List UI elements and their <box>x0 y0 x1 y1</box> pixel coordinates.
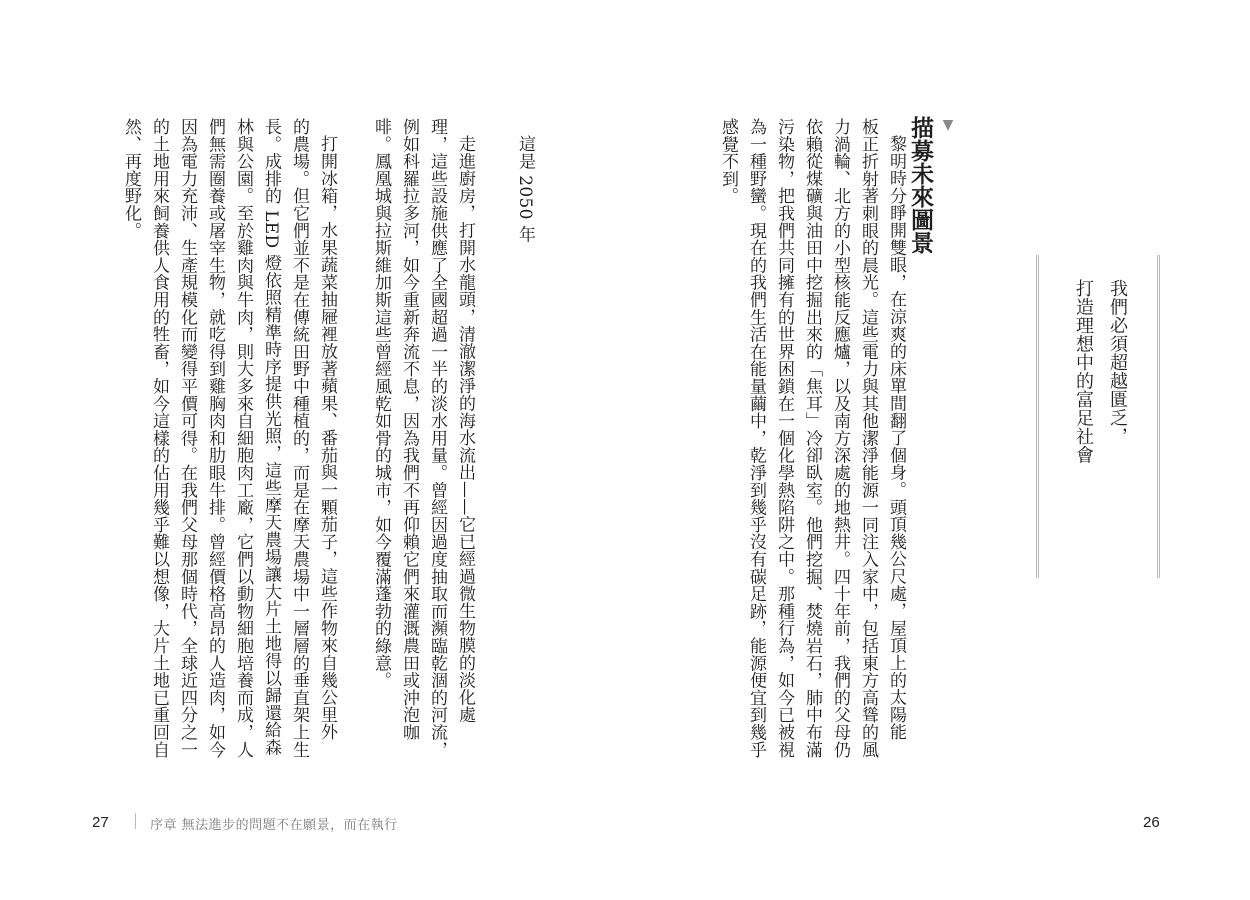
text-line: 因為電力充沛、生產規模化而變得平價可得。在我們父母那個時代，全球近四分之一 <box>177 118 197 759</box>
right-page <box>625 0 1250 900</box>
running-head: 序章 無法進步的問題不在願景，而在執行 <box>150 818 398 833</box>
epigraph-line: 打造理想中的富足社會 <box>1073 279 1094 464</box>
text-line: 例如科羅拉多河，如今重新奔流不息，因為我們不再仰賴它們來灌溉農田或沖泡咖 <box>399 118 419 741</box>
text-line: 啡。鳳凰城與拉斯維加斯這些曾經風乾如骨的城市，如今覆滿蓬勃的綠意。 <box>371 118 391 689</box>
text-line: 們無需圈養或屠宰生物，就吃得到雞胸肉和肋眼牛排。曾經價格高昂的人造肉，如今 <box>205 118 225 759</box>
text-line: 污染物，把我們共同擁有的世界困鎖在一個化學熱陷阱之中。那種行為，如今已被視 <box>774 118 794 759</box>
paragraph-dawn <box>714 118 910 775</box>
date-line <box>511 118 539 775</box>
down-triangle-icon: ▼ <box>940 117 956 133</box>
text-line: 理，這些設施供應了全國超過一半的淡水用量。曾經因過度抽取而瀕臨乾涸的河流， <box>427 118 447 759</box>
text-line: 板正折射著刺眼的晨光。這些電力與其他潔淨能源一同注入家中，包括東方高聳的風 <box>858 118 878 759</box>
text-line: 林與公園。至於雞肉與牛肉，則大多來自細胞肉工廠，它們以動物細胞培養而成，人 <box>233 118 253 759</box>
text-line: 長。成排的 LED 燈依照精準時序提供光照，這些摩天農場讓大片土地得以歸還給森 <box>261 118 281 756</box>
text-line: 黎明時分睜開雙眼，在涼爽的床單間翻了個身。頭頂幾公尺處，屋頂上的太陽能 <box>886 135 906 741</box>
page-number-right: 26 <box>1143 814 1160 831</box>
epigraph-box <box>1036 255 1160 578</box>
text-line: 為一種野蠻。現在的我們生活在能量繭中，乾淨到幾乎沒有碳足跡，能源便宜到幾乎 <box>746 118 766 759</box>
section-heading <box>907 116 962 254</box>
paragraph-kitchen <box>367 118 479 775</box>
text-line: 打開冰箱，水果蔬菜抽屜裡放著蘋果、番茄與一顆茄子，這些作物來自幾公里外 <box>317 135 337 741</box>
paragraph-fridge <box>117 118 341 775</box>
text-line: 然、再度野化。 <box>121 118 141 240</box>
text-line: 依賴從煤礦與油田中挖掘出來的「焦耳」冷卻臥室。他們挖掘、焚燒岩石，肺中布滿 <box>802 118 822 759</box>
text-line: 的土地用來飼養供人食用的牲畜，如今這樣的佔用幾乎難以想像，大片土地已重回自 <box>149 118 169 759</box>
running-head-divider <box>135 813 136 829</box>
text-line: 感覺不到。 <box>718 118 738 205</box>
epigraph-line: 我們必須超越匱乏， <box>1107 279 1128 446</box>
section-heading-text: 描募未來圖景 <box>907 116 934 254</box>
text-line: 走進廚房，打開水龍頭，清澈潔淨的海水流出——它已經過微生物膜的淡化處 <box>455 135 475 724</box>
text-line: 的農場。但它們並不是在傳統田野中種植的，而是在摩天農場中一層層的垂直架上生 <box>289 118 309 759</box>
date-line-text: 這是 2050 年 <box>515 135 535 243</box>
text-line: 力渦輪、北方的小型核能反應爐，以及南方深處的地熱井。四十年前，我們的父母仍 <box>830 118 850 759</box>
page-number-left: 27 <box>92 814 109 831</box>
